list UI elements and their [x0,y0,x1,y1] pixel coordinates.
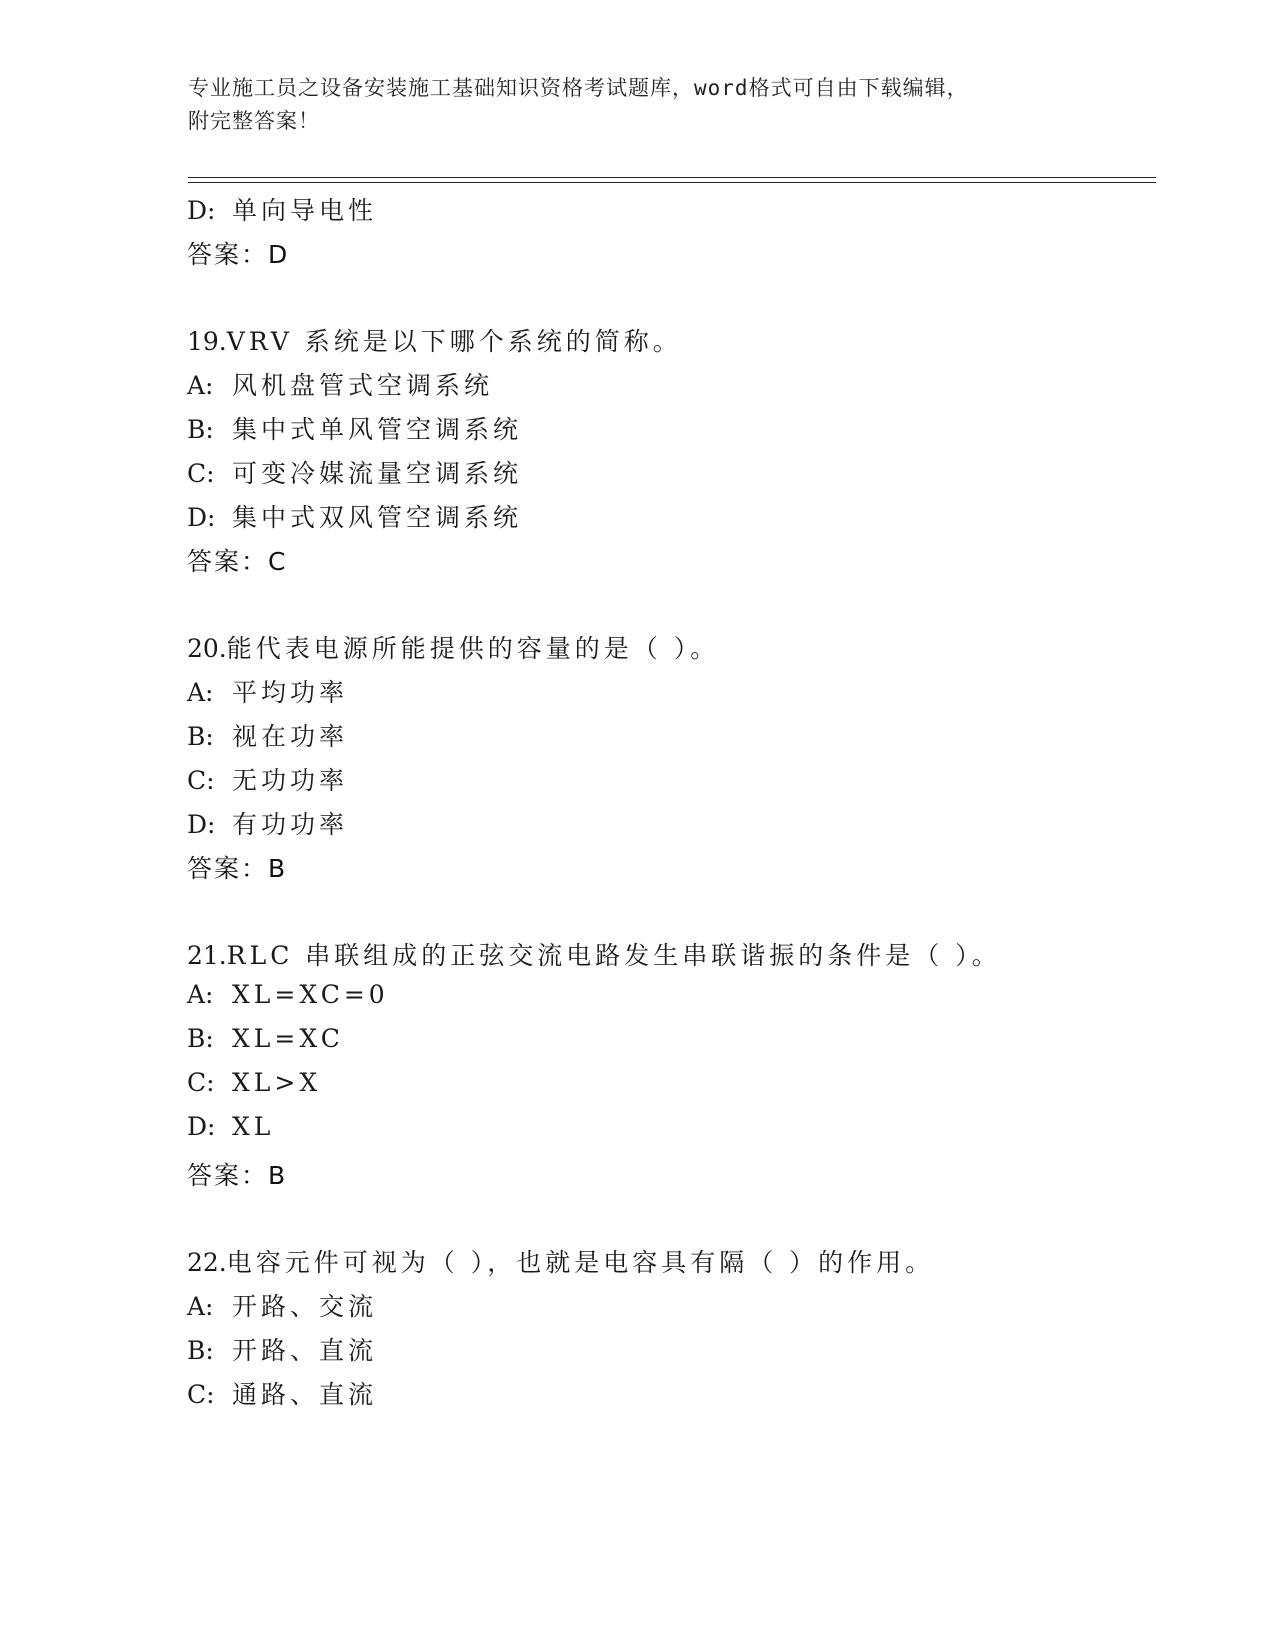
question-number: 20. [187,634,227,663]
option-label: C: [187,766,215,795]
option-line [187,805,348,841]
option-label: B: [187,1336,214,1365]
option-line [187,410,522,446]
answer-line: 答案：B [187,1161,288,1190]
question-text: VRV 系统是以下哪个系统的简称。 [226,327,682,356]
question-number: 21. [187,941,227,970]
question-title [187,629,719,665]
answer-line: 答案：C [187,547,288,576]
option-text: 风机盘管式空调系统 [232,371,494,400]
header-divider-top [188,177,1156,178]
header-line-2: 附完整答案！ [188,109,320,133]
option-label: D: [187,1112,216,1141]
option-text: XL>X [232,1068,322,1097]
option-label: A: [187,371,214,400]
option-text: 开路、交流 [232,1292,378,1321]
option-line [187,366,493,402]
option-text: 单向导电性 [232,196,378,225]
option-label: A: [187,1292,214,1321]
option-text: XL [232,1112,275,1141]
option-text: 视在功率 [232,722,349,751]
option-text: 可变冷媒流量空调系统 [232,459,523,488]
option-label: C: [187,459,215,488]
option-label: C: [187,1068,215,1097]
header-divider-bottom [188,182,1156,183]
option-label: D: [187,503,216,532]
document-header [188,72,1088,138]
option-text: 集中式双风管空调系统 [232,503,523,532]
question-title [187,322,682,358]
question-title [187,936,1001,972]
answer-line: 答案：D [187,240,290,269]
option-label: B: [187,415,214,444]
option-line [187,191,377,227]
option-line [187,673,348,709]
option-line [187,980,389,1009]
option-line [187,1375,377,1411]
option-label: B: [187,1024,214,1053]
option-line [187,1331,377,1367]
option-text: 通路、直流 [232,1380,378,1409]
question-text: 能代表电源所能提供的容量的是（ ）。 [226,634,720,663]
option-label: A: [187,980,214,1009]
option-label: D: [187,196,216,225]
option-label: A: [187,678,214,707]
option-line [187,1068,321,1097]
option-text: XL=XC [232,1024,344,1053]
question-text: RLC 串联组成的正弦交流电路发生串联谐振的条件是（ ）。 [226,941,1001,970]
option-line [187,454,522,490]
answer-line: 答案：B [187,854,288,883]
option-line [187,1024,344,1053]
option-label: D: [187,810,216,839]
question-text: 电容元件可视为（ ），也就是电容具有隔（ ）的作用。 [226,1248,935,1277]
header-line-1: 专业施工员之设备安装施工基础知识资格考试题库，word格式可自由下载编辑， [188,76,969,100]
option-text: XL=XC=0 [232,980,389,1009]
option-line [187,717,348,753]
option-label: C: [187,1380,215,1409]
question-number: 22. [187,1248,227,1277]
option-text: 开路、直流 [232,1336,378,1365]
option-line [187,1287,377,1323]
question-title [187,1243,934,1279]
option-text: 集中式单风管空调系统 [232,415,523,444]
option-text: 平均功率 [232,678,349,707]
question-number: 19. [187,327,227,356]
option-line [187,761,348,797]
option-text: 有功功率 [232,810,349,839]
option-text: 无功功率 [232,766,349,795]
option-line [187,1112,274,1141]
option-label: B: [187,722,214,751]
option-line [187,498,522,534]
